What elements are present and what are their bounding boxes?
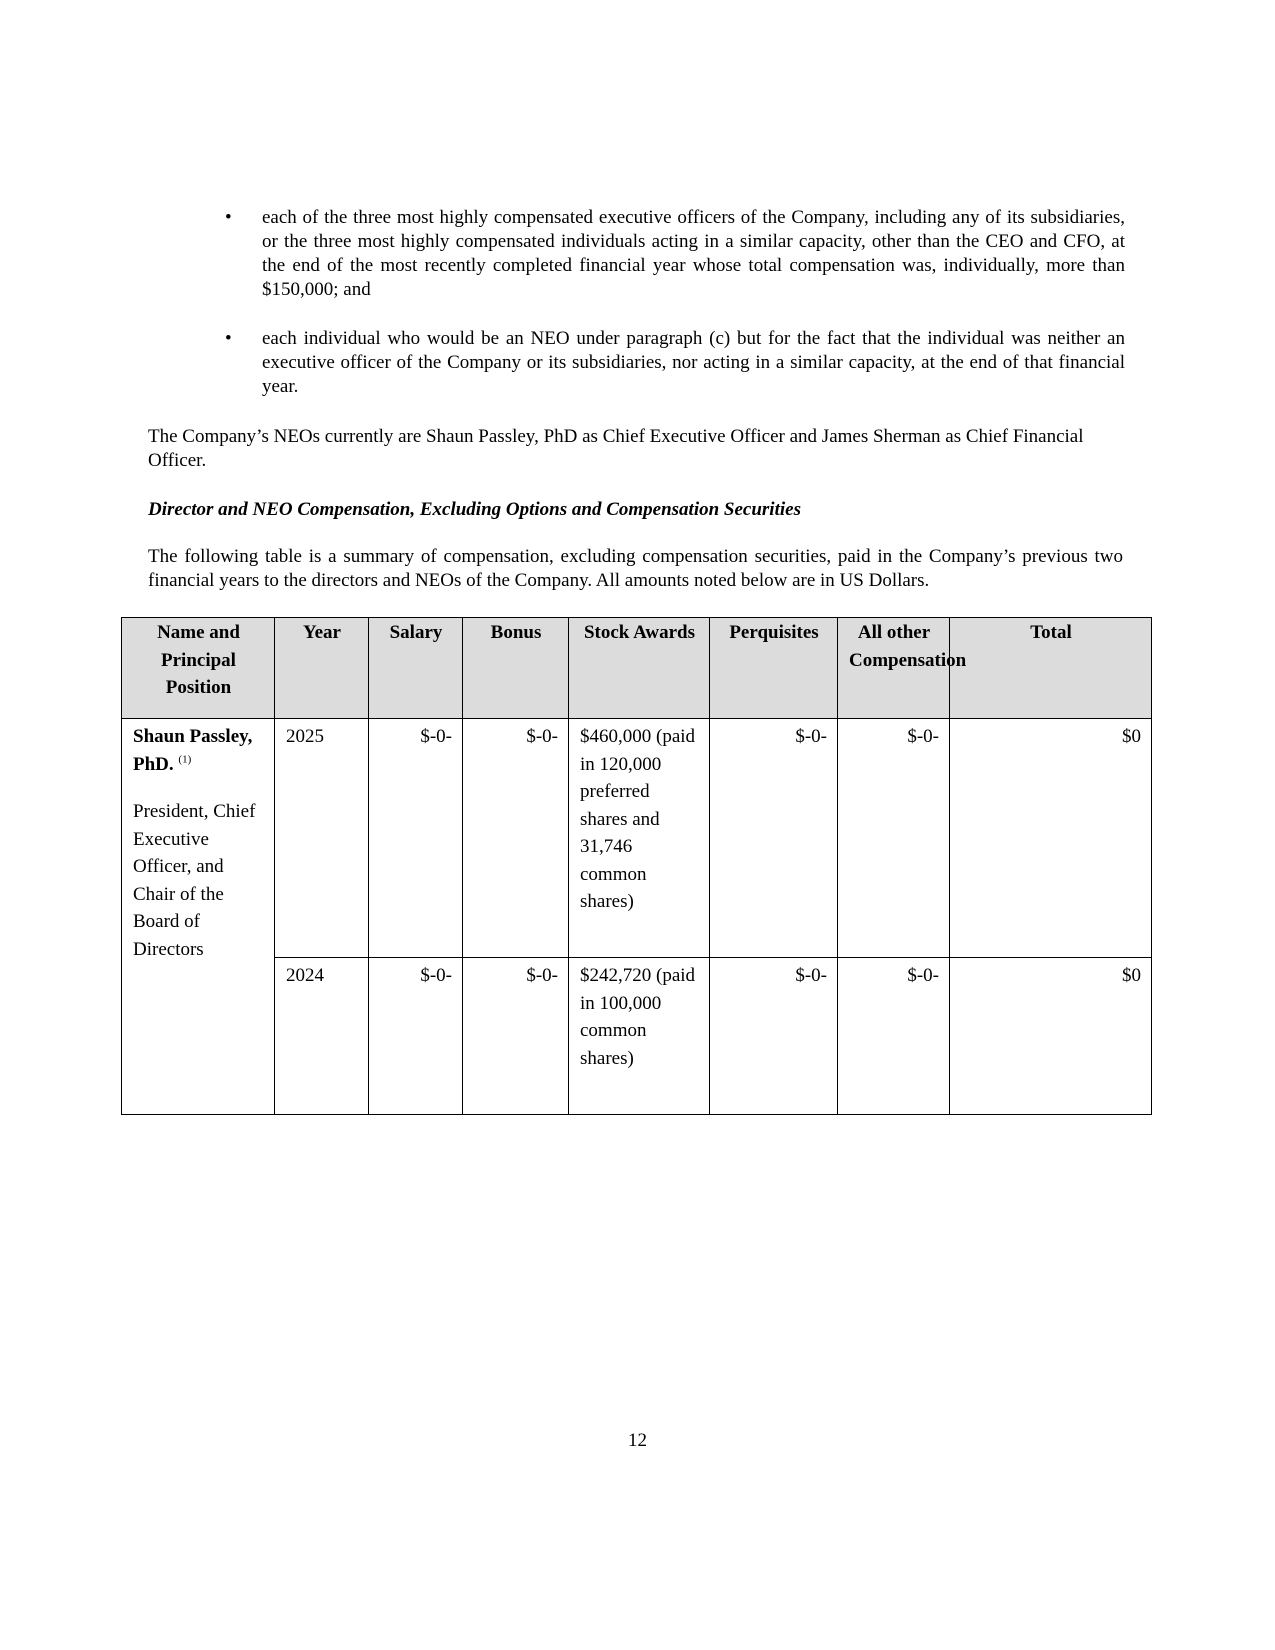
neo-intro-paragraph: The Company’s NEOs currently are Shaun Passley, PhD as Chief Executive Officer and James Sherman as Chief Financial Officer.	[148, 426, 1084, 471]
cell-salary: $-0-	[369, 719, 463, 958]
table-row	[122, 719, 1152, 958]
cell-perquisites: $-0-	[710, 958, 838, 1115]
cell-bonus: $-0-	[463, 958, 569, 1115]
person-name: Shaun Passley, PhD.	[133, 726, 253, 775]
cell-year: 2025	[275, 719, 369, 958]
header-stock-awards: Stock Awards	[569, 618, 710, 719]
page-number: 12	[628, 1430, 647, 1451]
cell-perquisites: $-0-	[710, 719, 838, 958]
bullet-item: • each of the three most highly compensated executive officers of the Company, including any of its subsidiaries, or the three most highly compensated individuals acting in a similar capacity, other than the CEO and CFO, at the end of the most recently completed financial year whose total compensation was, individually, more than $150,000; and	[225, 206, 1125, 302]
person-cell	[122, 719, 275, 1115]
person-title: President, Chief Executive Officer, and Chair of the Board of Directors	[133, 801, 256, 960]
section-heading: Director and NEO Compensation, Excluding Options and Compensation Securities	[148, 499, 801, 520]
header-total: Total	[950, 618, 1152, 719]
header-name-position: Name and Principal Position	[122, 618, 275, 719]
cell-stock-awards: $242,720 (paid in 100,000 common shares)	[569, 958, 710, 1115]
table-row	[122, 958, 1152, 1115]
cell-total: $0	[950, 719, 1152, 958]
header-salary: Salary	[369, 618, 463, 719]
header-year: Year	[275, 618, 369, 719]
table-intro-paragraph: The following table is a summary of compensation, excluding compensation securities, paid in the Company’s previous two financial years to the directors and NEOs of the Company. All amounts noted below are in US Dollars.	[148, 546, 1123, 591]
compensation-table	[121, 617, 1152, 1115]
bullet-list	[225, 206, 1125, 399]
cell-stock-awards: $460,000 (paid in 120,000 preferred shares and 31,746 common shares)	[569, 719, 710, 958]
bullet-item: • each individual who would be an NEO under paragraph (c) but for the fact that the individual was neither an executive officer of the Company or its subsidiaries, nor acting in a similar capacity, at the end of that financial year.	[225, 327, 1125, 399]
footnote-marker: (1)	[178, 753, 192, 766]
header-perquisites: Perquisites	[710, 618, 838, 719]
cell-year: 2024	[275, 958, 369, 1115]
header-other-compensation: All other Compensation	[838, 618, 950, 719]
table-header-row	[122, 618, 1152, 719]
cell-other-compensation: $-0-	[838, 958, 950, 1115]
cell-salary: $-0-	[369, 958, 463, 1115]
header-bonus: Bonus	[463, 618, 569, 719]
cell-total: $0	[950, 958, 1152, 1115]
cell-bonus: $-0-	[463, 719, 569, 958]
cell-other-compensation: $-0-	[838, 719, 950, 958]
